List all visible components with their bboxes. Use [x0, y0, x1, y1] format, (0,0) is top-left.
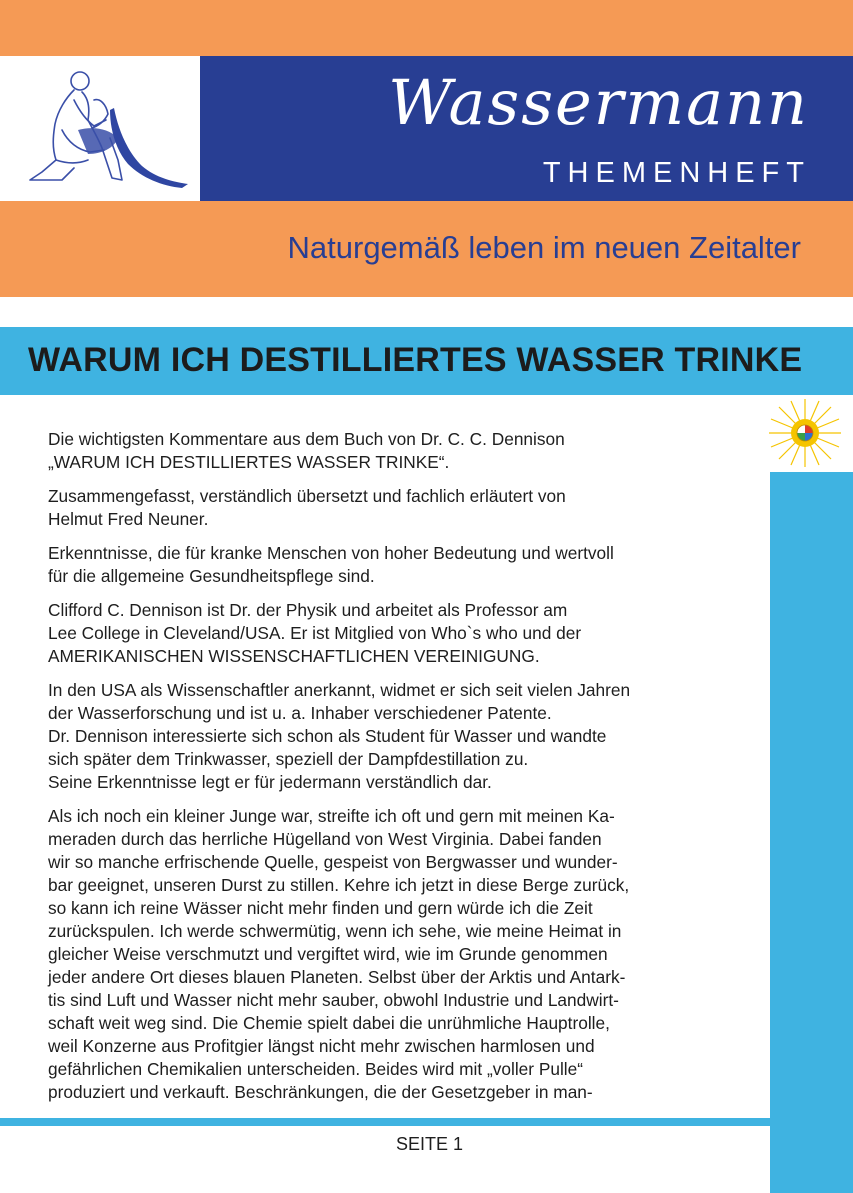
paragraph-line: meraden durch das herrliche Hügelland von West Virginia. Dabei fanden	[48, 829, 602, 849]
paragraph-line: bar geeignet, unseren Durst zu stillen. Kehre ich jetzt in diese Berge zurück,	[48, 875, 630, 895]
paragraph-line: sich später dem Trinkwasser, speziell der Dampfdestillation zu.	[48, 749, 529, 769]
paragraph-line: Seine Erkenntnisse legt er für jedermann verständlich dar.	[48, 772, 492, 792]
emblem-box	[765, 395, 853, 472]
magazine-title: Wassermann	[388, 66, 809, 139]
article-paragraph	[48, 485, 760, 531]
title-panel	[200, 56, 853, 201]
paragraph-line: Erkenntnisse, die für kranke Menschen von hoher Bedeutung und wertvoll	[48, 543, 614, 563]
paragraph-line: jeder andere Ort dieses blauen Planeten. Selbst über der Arktis und Antark-	[48, 967, 626, 987]
paragraph-line: so kann ich reine Wässer nicht mehr finden und gern würde ich die Zeit	[48, 898, 593, 918]
paragraph-line: der Wasserforschung und ist u. a. Inhaber verschiedener Patente.	[48, 703, 552, 723]
paragraph-line: AMERIKANISCHEN WISSENSCHAFTLICHEN VEREINIGUNG.	[48, 646, 540, 666]
paragraph-line: Helmut Fred Neuner.	[48, 509, 209, 529]
article-paragraph	[48, 805, 760, 1104]
paragraph-line: tis sind Luft und Wasser nicht mehr sauber, obwohl Industrie und Landwirt-	[48, 990, 619, 1010]
top-orange-strip	[0, 0, 853, 56]
paragraph-line: Clifford C. Dennison ist Dr. der Physik und arbeitet als Professor am	[48, 600, 568, 620]
paragraph-line: Dr. Dennison interessierte sich schon als Student für Wasser und wandte	[48, 726, 607, 746]
paragraph-line: Die wichtigsten Kommentare aus dem Buch von Dr. C. C. Dennison	[48, 429, 565, 449]
tagline: Naturgemäß leben im neuen Zeitalter	[287, 230, 801, 265]
paragraph-line: wir so manche erfrischende Quelle, gespeist von Bergwasser und wunder-	[48, 852, 618, 872]
paragraph-line: „WARUM ICH DESTILLIERTES WASSER TRINKE“.	[48, 452, 450, 472]
right-side-bar	[770, 395, 853, 1193]
article-paragraph	[48, 428, 760, 474]
footer-rule	[0, 1118, 770, 1126]
paragraph-line: gleicher Weise verschmutzt und vergiftet wird, wie im Grunde genommen	[48, 944, 608, 964]
paragraph-line: schaft weit weg sind. Die Chemie spielt dabei die unrühmliche Hauptrolle,	[48, 1013, 610, 1033]
sun-emblem-icon	[767, 397, 843, 469]
paragraph-line: In den USA als Wissenschaftler anerkannt, widmet er sich seit vielen Jahren	[48, 680, 631, 700]
article-paragraph	[48, 679, 760, 794]
paragraph-line: produziert und verkauft. Beschränkungen, die der Gesetzgeber in man-	[48, 1082, 593, 1102]
page-number: SEITE 1	[396, 1134, 464, 1154]
article-paragraph	[48, 599, 760, 668]
aquarius-figure-icon	[22, 68, 192, 188]
paragraph-line: weil Konzerne aus Profitgier längst nicht mehr zwischen harmlosen und	[48, 1036, 595, 1056]
article-headline: WARUM ICH DESTILLIERTES WASSER TRINKE	[28, 341, 803, 379]
logo-panel	[0, 56, 200, 201]
paragraph-line: zurückspulen. Ich werde schwermütig, wenn ich sehe, wie meine Heimat in	[48, 921, 622, 941]
article-body	[48, 428, 760, 1115]
paragraph-line: Als ich noch ein kleiner Junge war, streifte ich oft und gern mit meinen Ka-	[48, 806, 615, 826]
paragraph-line: Lee College in Cleveland/USA. Er ist Mitglied von Who`s who und der	[48, 623, 582, 643]
magazine-subtitle: THEMENHEFT	[542, 157, 811, 189]
paragraph-line: Zusammengefasst, verständlich übersetzt und fachlich erläutert von	[48, 486, 566, 506]
paragraph-line: für die allgemeine Gesundheitspflege sind.	[48, 566, 375, 586]
paragraph-line: gefährlichen Chemikalien unterscheiden. Beides wird mit „voller Pulle“	[48, 1059, 584, 1079]
article-paragraph	[48, 542, 760, 588]
